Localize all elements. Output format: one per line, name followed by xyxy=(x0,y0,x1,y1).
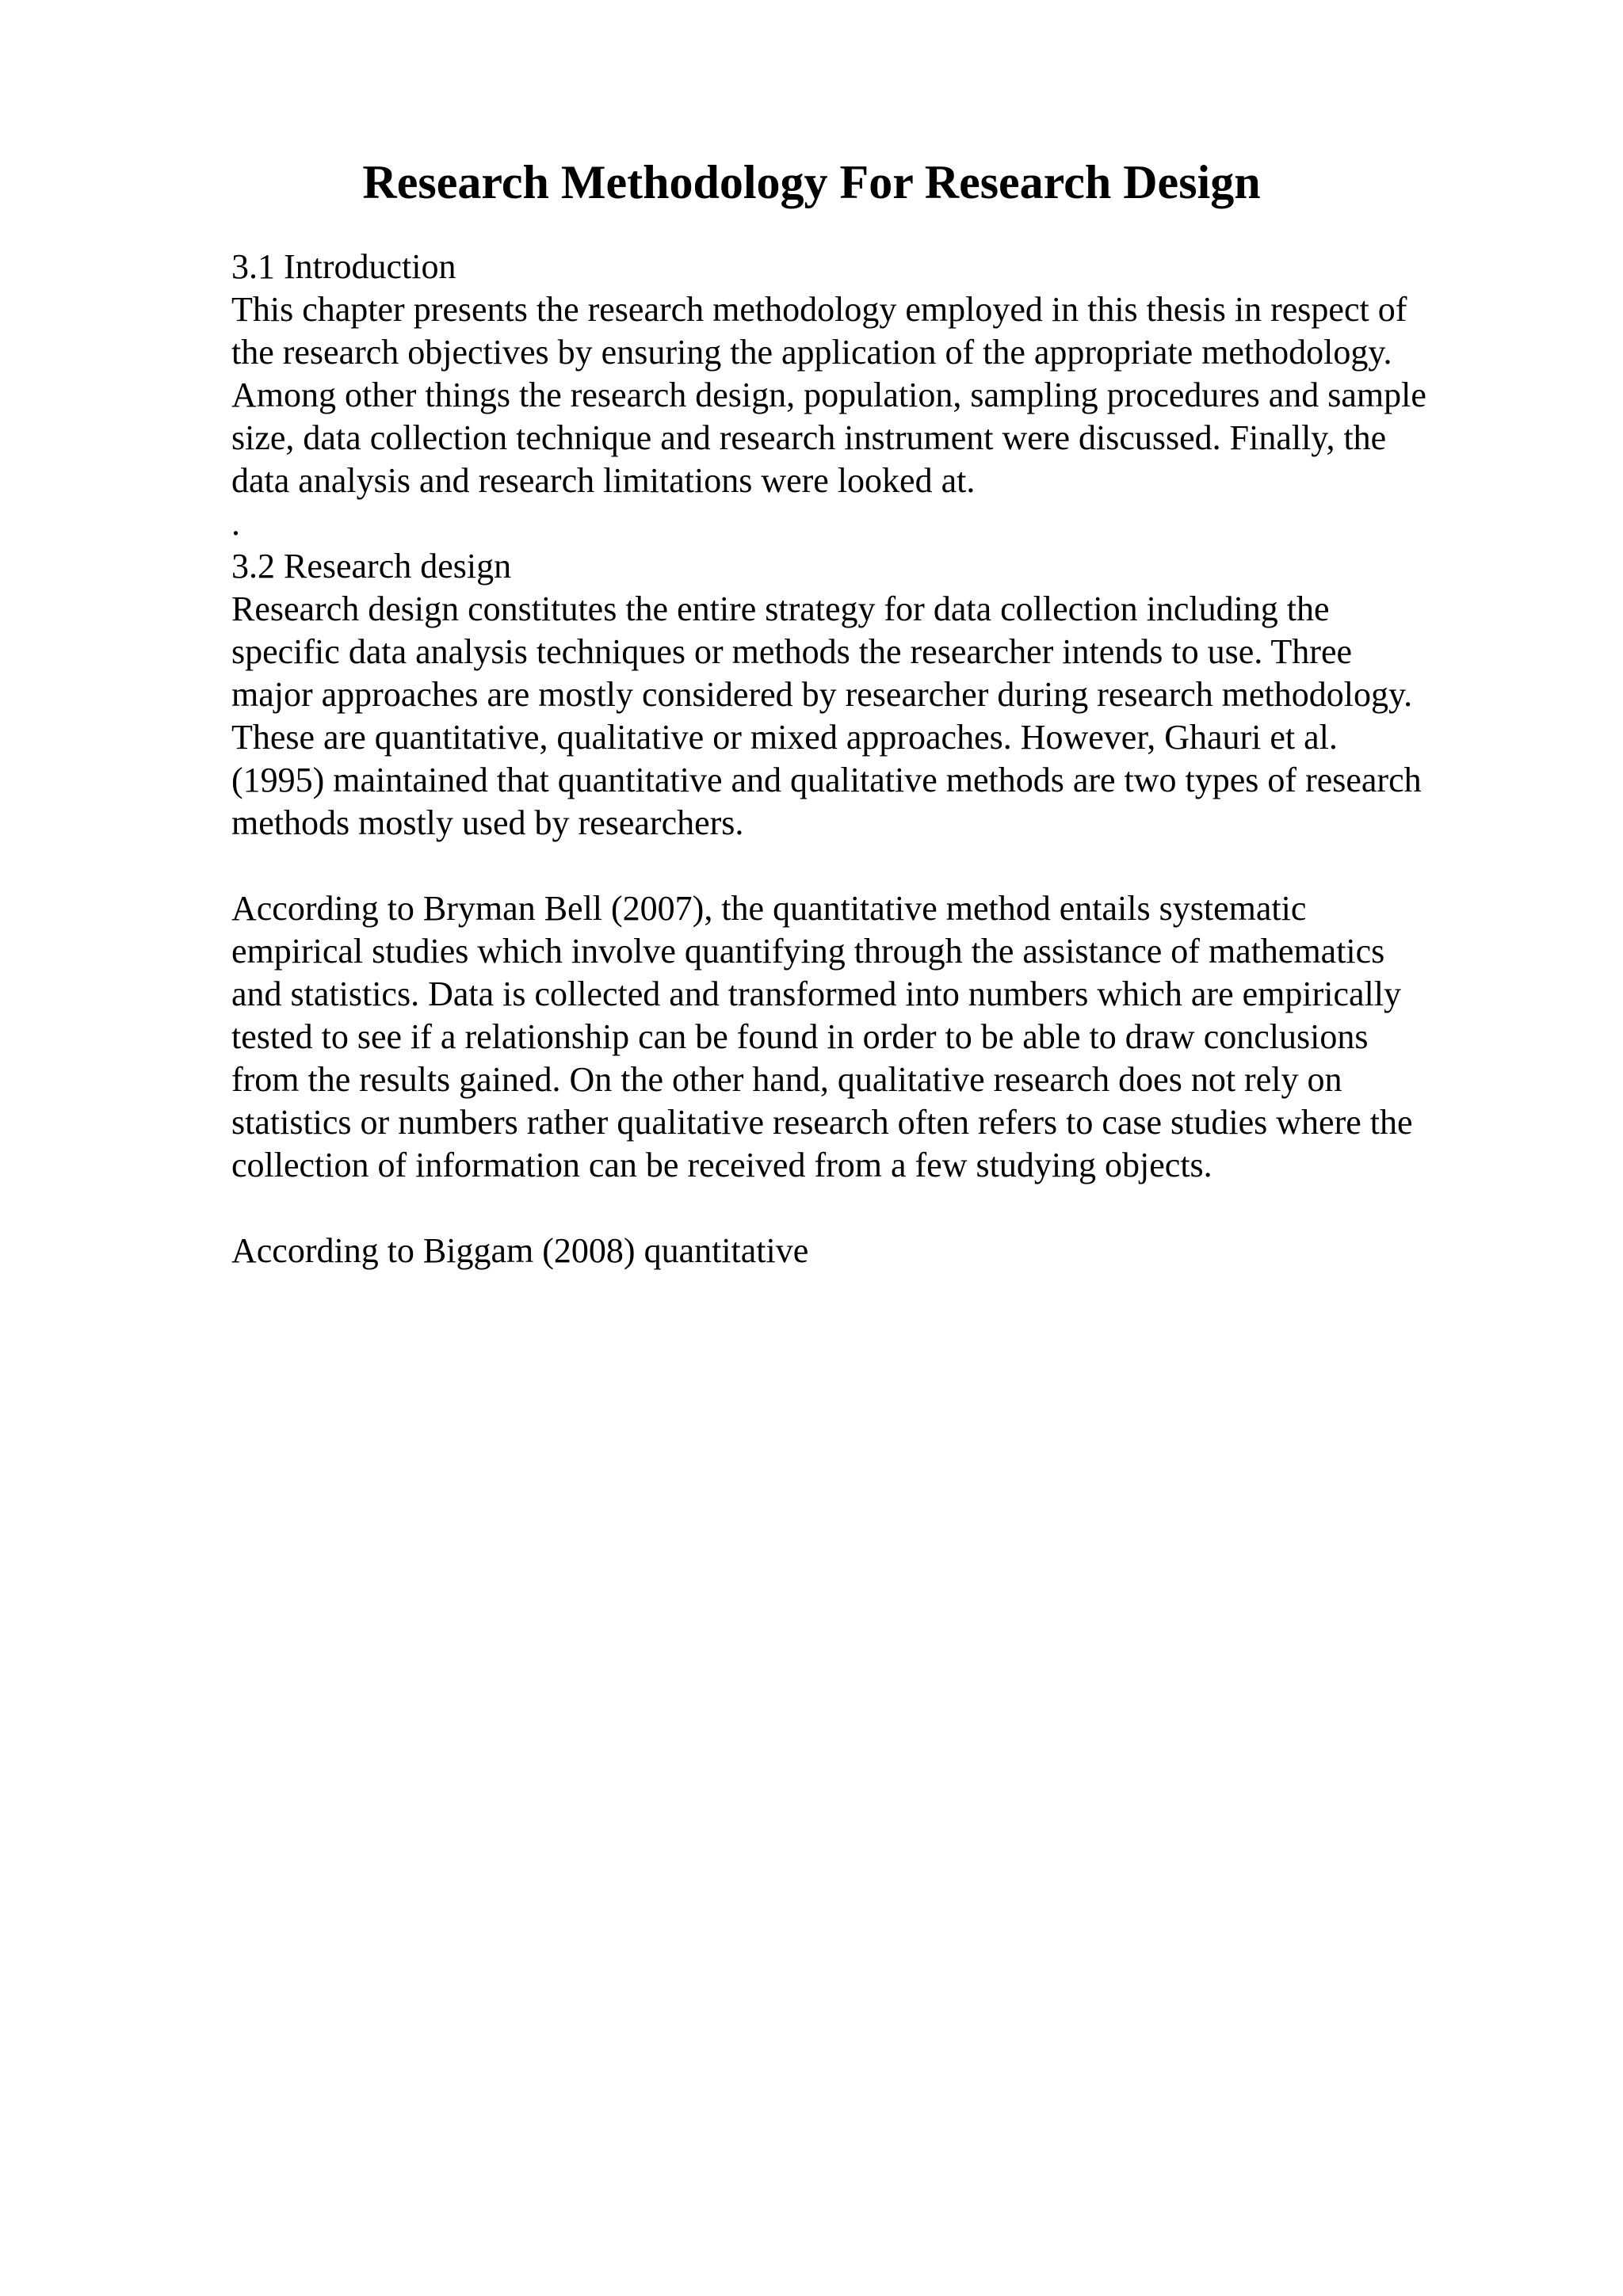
text-line: Among other things the research design, population, sampling procedures and sample xyxy=(231,376,1426,414)
paragraph-biggam xyxy=(231,1230,1531,1272)
text-line: According to Biggam (2008) quantitative xyxy=(231,1231,809,1270)
section-heading: 3.1 Introduction xyxy=(231,247,456,286)
text-line: These are quantitative, qualitative or mixed approaches. However, Ghauri et al. xyxy=(231,718,1338,757)
text-line: statistics or numbers rather qualitative research often refers to case studies where the xyxy=(231,1103,1413,1142)
text-line: specific data analysis techniques or methods the researcher intends to use. Three xyxy=(231,632,1353,671)
section-heading: 3.2 Research design xyxy=(231,547,512,585)
text-line: empirical studies which involve quantifying through the assistance of mathematics xyxy=(231,932,1385,971)
text-line: Research design constitutes the entire strategy for data collection including the xyxy=(231,589,1330,628)
text-line: data analysis and research limitations were looked at. xyxy=(231,461,976,500)
paragraph-gap xyxy=(231,845,1531,887)
text-line: major approaches are mostly considered by researcher during research methodology. xyxy=(231,675,1413,714)
text-line: size, data collection technique and research instrument were discussed. Finally, the xyxy=(231,418,1387,457)
text-line: methods mostly used by researchers. xyxy=(231,803,744,842)
text-line: (1995) maintained that quantitative and qualitative methods are two types of research xyxy=(231,761,1422,799)
text-line: collection of information can be received from a few studying objects. xyxy=(231,1146,1212,1184)
paragraph-quantitative-method xyxy=(231,887,1531,1187)
text-line: This chapter presents the research methodology employed in this thesis in respect of xyxy=(231,290,1407,329)
text-line: the research objectives by ensuring the application of the appropriate methodology. xyxy=(231,333,1392,372)
document-title: Research Methodology For Research Design xyxy=(362,156,1261,208)
text-line: tested to see if a relationship can be found in order to be able to draw conclusions xyxy=(231,1017,1369,1056)
text-line: According to Bryman Bell (2007), the quantitative method entails systematic xyxy=(231,889,1307,928)
text-line: from the results gained. On the other hand, qualitative research does not rely on xyxy=(231,1060,1342,1099)
section-research-design xyxy=(231,545,1531,845)
section-introduction xyxy=(231,246,1531,545)
text-line: . xyxy=(231,504,240,543)
document-body xyxy=(231,246,1531,1272)
paragraph-gap xyxy=(231,1187,1531,1230)
text-line: and statistics. Data is collected and transformed into numbers which are empirically xyxy=(231,974,1401,1013)
